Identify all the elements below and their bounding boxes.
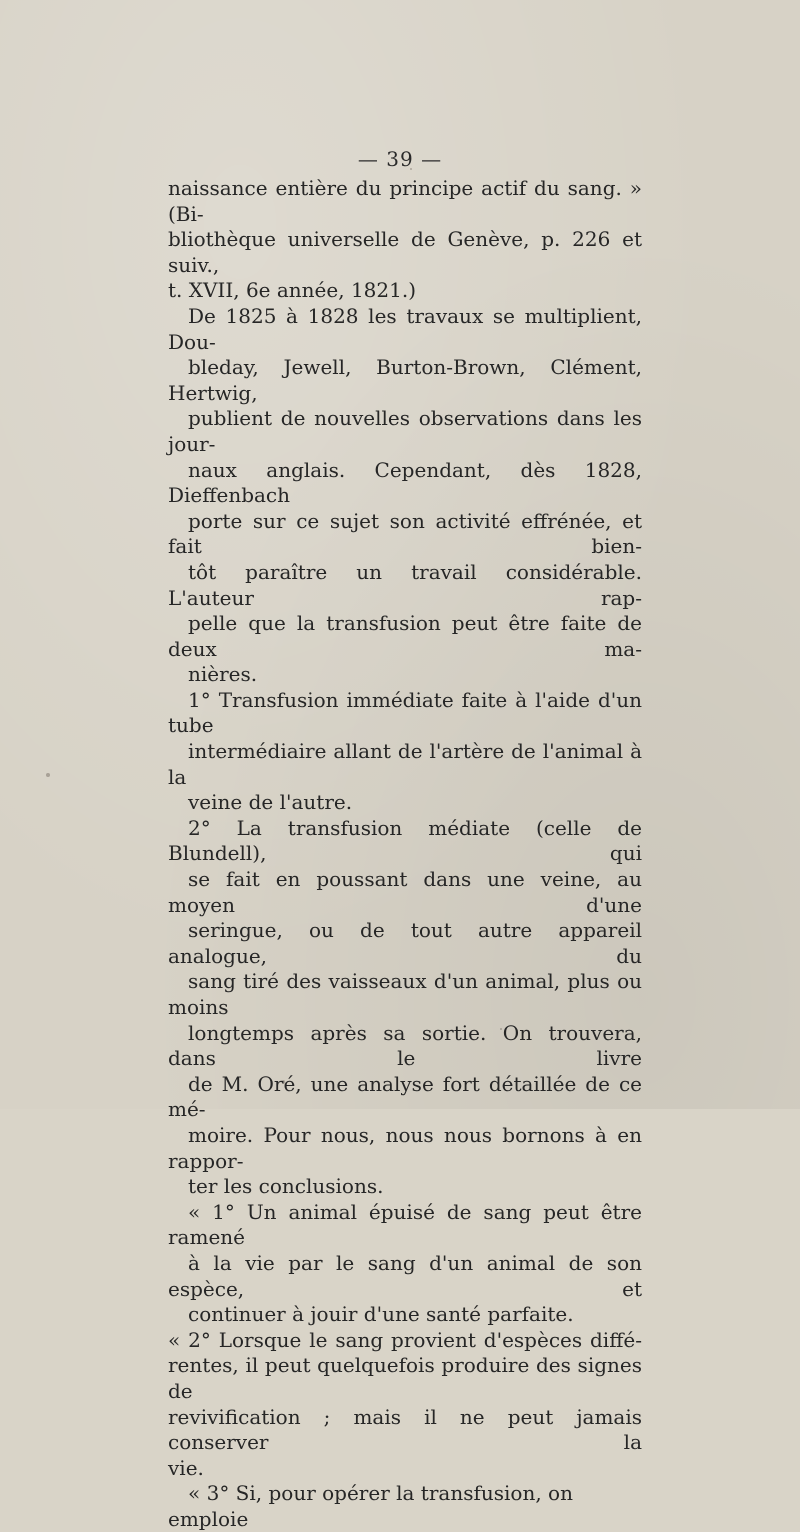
text-line: publient de nouvelles observations dans les jour- [168, 406, 642, 456]
text-line: 1° Transfusion immédiate faite à l'aide d'un tube [168, 687, 642, 738]
text-line: pelle que la transfusion peut être faite de deux ma- [168, 611, 642, 661]
text-line: porte sur ce sujet son activité effrénée, et fait bien- [168, 508, 642, 559]
text-line: naux anglais. Cependant, dès 1828, Dieffenbach [168, 457, 642, 508]
text-line: à la vie par le sang d'un animal de son espèce, et [168, 1250, 642, 1301]
text-line: tôt paraître un travail considérable. L'auteur rap- [168, 559, 642, 610]
text-line: moire. Pour nous, nous nous bornons à en rappor- [168, 1122, 642, 1173]
paragraph [168, 1200, 642, 1328]
text-line: t. XVII, 6e année, 1821.) [168, 278, 416, 303]
text-line: 2° La transfusion médiate (celle de Blundell), qui [168, 815, 642, 866]
text-line: bleday, Jewell, Burton-Brown, Clément, Hertwig, [168, 355, 642, 405]
paragraph [168, 176, 642, 304]
text-line: de M. Oré, une analyse fort détaillée de ce mé- [168, 1071, 642, 1122]
text-line: De 1825 à 1828 les travaux se multiplient, Dou- [168, 303, 642, 354]
paragraph [168, 816, 642, 1200]
text-line: « 1° Un animal épuisé de sang peut être ramené [168, 1199, 642, 1250]
paragraph [168, 304, 642, 688]
paragraph [168, 688, 642, 816]
text-line: ter les conclusions. [188, 1174, 384, 1199]
text-line: intermédiaire allant de l'artère de l'animal à la [168, 739, 642, 789]
paragraph [168, 1328, 642, 1482]
text-line: « 2° Lorsque le sang provient d'espèces diffé- [168, 1327, 642, 1352]
text-line: seringue, ou de tout autre appareil analogue, du [168, 918, 642, 968]
text-line: « 3° Si, pour opérer la transfusion, on emploie [168, 1481, 573, 1531]
paragraph [168, 1481, 642, 1532]
text-line: bliothèque universelle de Genève, p. 226 et suiv., [168, 227, 642, 277]
text-line: vie. [168, 1455, 204, 1480]
body-text [168, 176, 642, 1532]
page-number: — 39 — [357, 147, 443, 171]
text-line: sang tiré des vaisseaux d'un animal, plus ou moins [168, 969, 642, 1019]
text-line: nières. [188, 662, 258, 687]
text-line: continuer à jouir d'une santé parfaite. [188, 1302, 574, 1327]
text-line: se fait en poussant dans une veine, au moyen d'une [168, 867, 642, 917]
text-line: rentes, il peut quelquefois produire des signes de [168, 1353, 642, 1403]
text-line: revivification ; mais il ne peut jamais conserver la [168, 1404, 642, 1455]
text-line: longtemps après sa sortie. On trouvera, dans le livre [168, 1020, 642, 1071]
text-line: naissance entière du principe actif du sang. » (Bi- [168, 176, 642, 226]
text-line: veine de l'autre. [188, 790, 353, 815]
